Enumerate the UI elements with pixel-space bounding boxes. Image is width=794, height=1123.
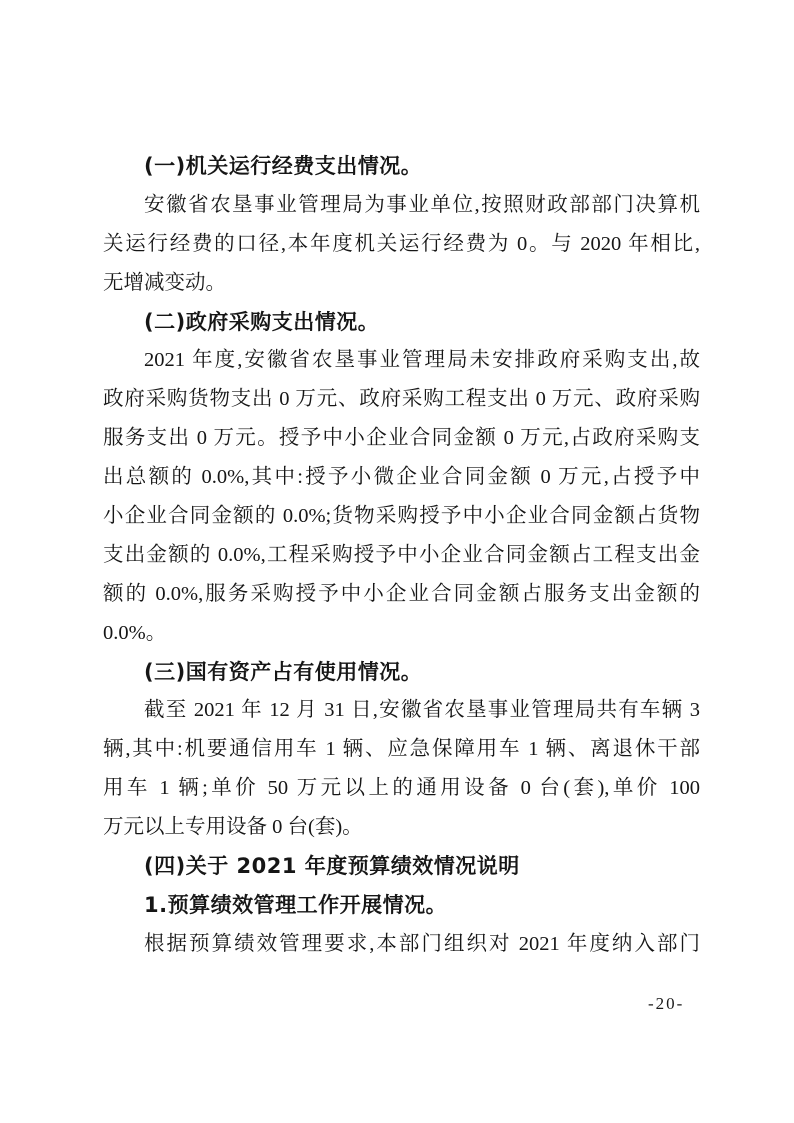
- paragraph-line: 支出金额的 0.0%,工程采购授予中小企业合同金额占工程支出金: [103, 543, 700, 566]
- paragraph-line: 出总额的 0.0%,其中:授予小微企业合同金额 0 万元,占授予中: [103, 466, 700, 489]
- paragraph-line: 关运行经费的口径,本年度机关运行经费为 0。与 2020 年相比,: [103, 232, 700, 255]
- paragraph-line: 根据预算绩效管理要求,本部门组织对 2021 年度纳入部门: [144, 932, 700, 955]
- paragraph-line: 无增减变动。: [103, 271, 226, 294]
- page-number: -20-: [648, 994, 685, 1013]
- paragraph-line: 万元以上专用设备 0 台(套)。: [103, 816, 363, 839]
- paragraph-line: 截至 2021 年 12 月 31 日,安徽省农垦事业管理局共有车辆 3: [144, 699, 700, 722]
- section-heading-3: (三)国有资产占有使用情况。: [144, 659, 423, 684]
- paragraph-line: 额的 0.0%,服务采购授予中小企业合同金额占服务支出金额的: [103, 582, 700, 605]
- paragraph-line: 政府采购货物支出 0 万元、政府采购工程支出 0 万元、政府采购: [103, 388, 700, 411]
- paragraph-line: 小企业合同金额的 0.0%;货物采购授予中小企业合同金额占货物: [103, 505, 700, 528]
- paragraph-line: 2021 年度,安徽省农垦事业管理局未安排政府采购支出,故: [144, 349, 700, 372]
- paragraph-line: 0.0%。: [103, 621, 167, 644]
- paragraph-line: 辆,其中:机要通信用车 1 辆、应急保障用车 1 辆、离退休干部: [103, 738, 700, 761]
- sub-heading-1: 1.预算绩效管理工作开展情况。: [144, 892, 448, 917]
- document-body: [103, 147, 700, 964]
- section-heading-1: (一)机关运行经费支出情况。: [144, 154, 423, 178]
- section-heading-2: (二)政府采购支出情况。: [144, 309, 380, 334]
- paragraph-line: 安徽省农垦事业管理局为事业单位,按照财政部部门决算机: [144, 193, 700, 216]
- paragraph-line: 服务支出 0 万元。授予中小企业合同金额 0 万元,占政府采购支: [103, 427, 700, 450]
- paragraph-line: 用车 1 辆;单价 50 万元以上的通用设备 0 台(套),单价 100: [103, 777, 700, 800]
- section-heading-4: (四)关于 2021 年度预算绩效情况说明: [144, 854, 520, 879]
